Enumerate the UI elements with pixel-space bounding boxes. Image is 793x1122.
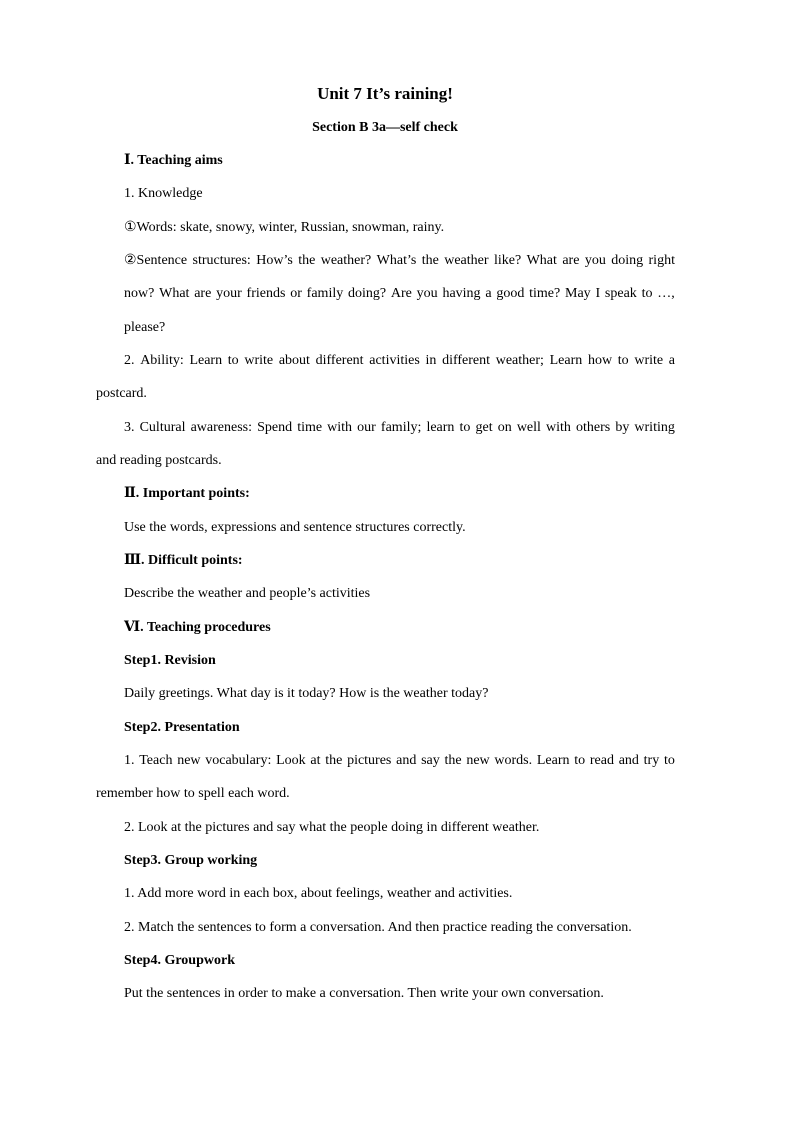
word: time (297, 420, 323, 435)
step4-heading: Step4. Groupwork (124, 953, 235, 968)
important-points-text: Use the words, expressions and sentence structures correctly. (124, 520, 466, 535)
section-heading-teaching-aims: Ⅰ. Teaching aims (124, 153, 223, 168)
word: Spend (257, 420, 293, 435)
word: get (475, 420, 493, 435)
word: write (634, 353, 664, 368)
word: family; (380, 420, 422, 435)
word: …, (657, 286, 675, 301)
word: a (668, 353, 675, 368)
word: by (615, 420, 630, 435)
word: well (516, 420, 541, 435)
word: are (194, 286, 212, 301)
word: 1. (124, 753, 135, 768)
word: the (444, 753, 462, 768)
word: weather; (495, 353, 544, 368)
word: What (526, 253, 557, 268)
word: and (396, 753, 417, 768)
word: how (587, 353, 613, 368)
word: different (315, 353, 364, 368)
word: Are (390, 286, 412, 301)
word: Teach (139, 753, 173, 768)
step3-item2: 2. Match the sentences to form a conversation. And then practice reading the conversation. (124, 920, 632, 935)
word: others (576, 420, 611, 435)
word: try (643, 753, 660, 768)
document-title: Unit 7 It’s raining! (317, 84, 453, 103)
structures-line-1 (124, 252, 675, 270)
word: Ability: (140, 353, 184, 368)
word: doing? (348, 286, 387, 301)
section-heading-teaching-procedures: Ⅵ. Teaching procedures (124, 620, 271, 635)
ability-line-2: postcard. (96, 386, 147, 401)
word: the (298, 253, 316, 268)
word: to (227, 353, 239, 368)
word: awareness: (190, 420, 252, 435)
word: about (278, 353, 310, 368)
word: or (290, 286, 302, 301)
word: Learn (189, 353, 223, 368)
word: read (589, 753, 614, 768)
word: having (442, 286, 481, 301)
words-line: ①Words: skate, snowy, winter, Russian, snowman, rainy. (124, 220, 445, 235)
word: doing (611, 253, 644, 268)
word: How’s (256, 253, 293, 268)
word: What (159, 286, 190, 301)
word: you (584, 253, 606, 268)
word: now? (124, 286, 155, 301)
word: to (641, 286, 653, 301)
word: new (177, 753, 201, 768)
word: like? (493, 253, 522, 268)
word: with (327, 420, 353, 435)
document-subtitle: Section B 3a—self check (312, 120, 458, 135)
word: new (466, 753, 490, 768)
word: in (425, 353, 437, 368)
word: writing (634, 420, 675, 435)
word: to (663, 753, 675, 768)
word: words. (494, 753, 533, 768)
word: time? (529, 286, 561, 301)
cultural-line-2: and reading postcards. (96, 453, 222, 468)
word: 3. (124, 420, 135, 435)
structures-line-2 (124, 285, 675, 303)
word: Cultural (139, 420, 186, 435)
word: What’s (376, 253, 417, 268)
step2-item2: 2. Look at the pictures and say what the people doing in different weather. (124, 820, 540, 835)
structures-line-3: please? (124, 320, 166, 335)
section-heading-important-points: Ⅱ. Important points: (124, 486, 250, 501)
word: weather? (320, 253, 372, 268)
word: learn (426, 420, 455, 435)
word: at (310, 753, 321, 768)
word: to (574, 753, 586, 768)
word: on (497, 420, 512, 435)
word: to (459, 420, 471, 435)
word: good (496, 286, 525, 301)
word: are (562, 253, 580, 268)
word: our (357, 420, 376, 435)
word: with (546, 420, 571, 435)
word: weather (444, 253, 489, 268)
word: 2. (124, 353, 135, 368)
item-knowledge-label: 1. Knowledge (124, 186, 203, 201)
cultural-line-1 (124, 419, 675, 437)
word: your (216, 286, 242, 301)
word: and (618, 753, 639, 768)
step2-heading: Step2. Presentation (124, 720, 240, 735)
word: Learn (549, 353, 583, 368)
word: you (416, 286, 438, 301)
word: vocabulary: (205, 753, 272, 768)
word: pictures (347, 753, 392, 768)
step2-item1-line-1 (124, 752, 675, 770)
word: the (421, 253, 439, 268)
word: a (485, 286, 492, 301)
word: to (617, 353, 629, 368)
word: right (648, 253, 675, 268)
ability-line-1 (124, 352, 675, 370)
word: write (244, 353, 274, 368)
word: Learn (536, 753, 570, 768)
step2-item1-line-2: remember how to spell each word. (96, 786, 290, 801)
word: ②Sentence (124, 253, 188, 268)
word: Look (276, 753, 306, 768)
section-heading-difficult-points: Ⅲ. Difficult points: (124, 553, 243, 568)
step1-text: Daily greetings. What day is it today? How is the weather today? (124, 686, 489, 701)
step4-text: Put the sentences in order to make a conversation. Then write your own conversation. (124, 986, 604, 1001)
step1-heading: Step1. Revision (124, 653, 216, 668)
difficult-points-text: Describe the weather and people’s activities (124, 586, 371, 601)
word: structures: (192, 253, 251, 268)
word: family (306, 286, 344, 301)
word: May (565, 286, 591, 301)
word: the (325, 753, 343, 768)
word: activities (369, 353, 420, 368)
step3-item1: 1. Add more word in each box, about feelings, weather and activities. (124, 886, 513, 901)
word: different (442, 353, 491, 368)
step3-heading: Step3. Group working (124, 853, 258, 868)
word: speak (604, 286, 637, 301)
word: I (595, 286, 601, 301)
word: friends (246, 286, 286, 301)
word: say (421, 753, 440, 768)
